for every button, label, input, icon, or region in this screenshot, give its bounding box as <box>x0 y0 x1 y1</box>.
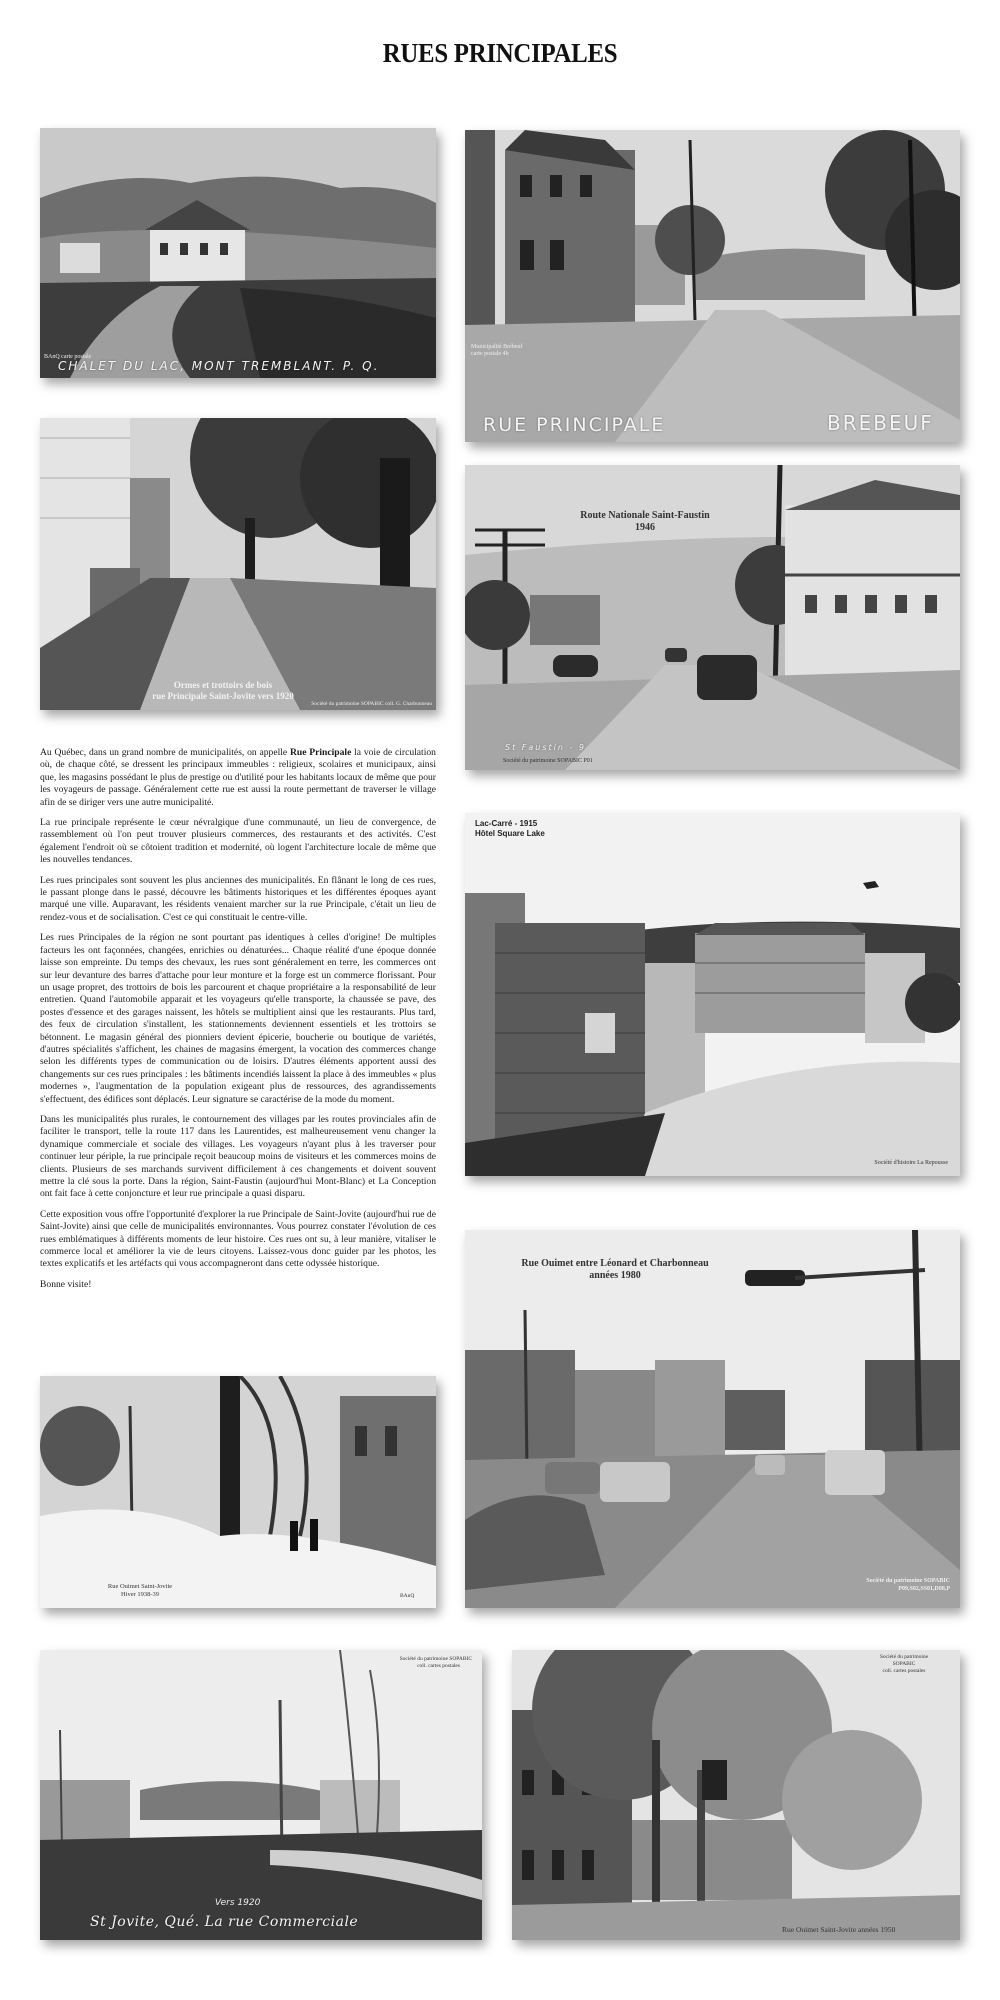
intro-paragraph-4: Les rues Principales de la région ne sont pourtant pas identiques à celles d'origine! De multiples facteurs les ont façonnées, changées, enrichies ou dénaturées... Chaque réalité d'une époque donnée laisse son empreinte. Du temps des chevaux, les rues sont généralement en terre, les commerces ont sur leur devanture des barres d'attache pour leur monture et la forge est un commerce florissant. Pour un usage propret, des trottoirs de bois les parcourent et chaque propriétaire a la responsabilité de leur entretien. Quand l'automobile apparait et les voyageurs qu'elle transporte, la chaussée se pave, des postes d'essence et des garages naissent, les hôtels se multiplient ainsi que les restaurants. Plus tard, des feux de circulation s'installent, les stationnements deviennent essentiels et les trottoirs se bétonnent. Le magasin général des pionniers devient épicerie, boucherie ou boutique de variétés, d'autres spécialités s'affichent, les chaines de magasins émergent, la vocation des commerces change selon les différents types de communication ou de loisirs. D'autres éléments apportent aussi des changements sur ces rues principales : les bâtiments incendiés laissent la place à des immeubles « plus modernes », l'augmentation de la population exigeant plus de ressources, des agrandissements s'effectuent, des édifices sont déplacés. Leur signature se caractérise de la mode du moment. <box>40 932 436 1105</box>
caption-ouimet-hiver-2: Hiver 1938-39 <box>120 1591 160 1598</box>
handwritten-commerciale: St Jovite, Qué. La rue Commerciale <box>90 1914 359 1930</box>
caption-ouimet-1950: Rue Ouimet Saint-Jovite années 1950 <box>782 1925 896 1934</box>
credit-faustin: Société du patrimoine SOPABIC P01 <box>503 758 593 764</box>
credit-commerciale-2: coll. cartes postales <box>417 1663 460 1669</box>
photo-rue-commerciale <box>40 1650 482 1940</box>
photo-rue-principale-brebeuf <box>465 130 960 442</box>
caption-lac-carre-1: Lac-Carré - 1915 <box>475 819 538 828</box>
credit-ouimet-1950-1: Société du patrimoine <box>879 1654 929 1660</box>
handwritten-brebeuf: BREBEUF <box>827 411 934 435</box>
photo-ouimet-hiver-scene <box>40 1376 436 1608</box>
intro-paragraph-1 <box>40 747 436 809</box>
handwritten-faustin: St Faustin - 9 <box>505 743 586 752</box>
intro-paragraph-6: Cette exposition vous offre l'opportunité d'explorer la rue Principale de Saint-Jovite (aujourd'hui rue de Saint-Jovite) ainsi que celle de municipalités environnantes. Vous pourrez constater l'évolution de ces rues emblématiques à différents moments de leur histoire. Ces rues ont su, à leur manière, vitaliser le commerce local et améliorer la vie de leurs citoyens. Laissez-vous donc guider par les photos, les textes explicatifs et les artéfacts qui vous accompagneront dans cette odyssée historique. <box>40 1208 436 1270</box>
photo-commerciale-scene <box>40 1650 482 1940</box>
photo-ouimet-1980-scene <box>465 1230 960 1608</box>
photo-route-nationale-saint-faustin <box>465 465 960 770</box>
photo-brebeuf-scene <box>465 130 960 442</box>
page-title: RUES PRINCIPALES <box>382 38 618 68</box>
intro-paragraph-3: Les rues principales sont souvent les plus anciennes des municipalités. En flânant le long de ces rues, le passant plonge dans le passé, découvre les bâtiments historiques et les différentes époques ayant marqué une ville. Auparavant, les résidents venaient marcher sur la rue Principale, c'était un lieu de rendez-vous et de socialisation. C'est ce qui constituait le centre-ville. <box>40 874 436 923</box>
credit-lac-carre: Société d'histoire La Repousse <box>874 1160 948 1166</box>
photo-chalet-du-lac <box>40 128 436 378</box>
credit-ouimet-hiver: BAnQ <box>400 1593 415 1599</box>
photo-chalet-scene <box>40 128 436 378</box>
caption-commerciale-year: Vers 1920 <box>215 1898 261 1908</box>
photo-ormes-trottoirs <box>40 418 436 710</box>
credit-commerciale-1: Société du patrimoine SOPABIC <box>399 1656 472 1662</box>
intro-p1-start: Au Québec, dans un grand nombre de municipalités, on appelle <box>40 747 290 758</box>
credit-brebeuf-2: carte postale 4b <box>471 351 509 357</box>
credit-brebeuf-1: Municipalité Brébeuf <box>471 344 523 350</box>
credit-chalet: BAnQ carte postale <box>44 354 92 360</box>
photo-rue-ouimet-1950 <box>512 1650 960 1940</box>
caption-ouimet-hiver-1: Rue Ouimet Saint-Jovite <box>107 1583 173 1590</box>
intro-paragraph-5: Dans les municipalités plus rurales, le contournement des villages par les routes provinciales afin de faciliter le transport, telle la route 117 dans les Laurentides, est malheureusement venu changer la dynamique commerciale et sociale des villages. Les voyageurs n'ayant plus à les traverser pour continuer leur périple, la rue principale reçoit beaucoup moins de visiteurs et les commerces moins de clients. Plusieurs de ses marchands survivent difficilement à ces changements et doivent souvent mettre la clé sous la porte. Dans la région, Saint-Faustin (aujourd'hui Mont-Blanc) et La Conception ont fait face à cette conjoncture et leur rue principale a quasi disparu. <box>40 1113 436 1200</box>
caption-lac-carre-2: Hôtel Square Lake <box>475 829 545 838</box>
intro-p1-end: la voie de circulation où, de chaque côté, se dressent les principaux immeubles : religieux, scolaires et municipaux, ainsi que, les magasins possédant le plus de prestige ou d'utilité pour les habitants locaux de même que pour les voyageurs de passage. Généralement cette rue est aussi la route permettant de traverser le village afin de se diriger vers une autre municipalité. <box>40 747 436 808</box>
caption-ormes-1: Ormes et trottoirs de bois <box>173 680 273 690</box>
photo-rue-ouimet-1980 <box>465 1230 960 1608</box>
caption-ouimet-1980-1: Rue Ouimet entre Léonard et Charbonneau <box>521 1258 709 1269</box>
caption-ouimet-1980-2: années 1980 <box>589 1270 641 1281</box>
photo-lac-carre-hotel <box>465 813 960 1176</box>
intro-paragraph-7: Bonne visite! <box>40 1278 92 1290</box>
intro-text <box>40 747 436 1299</box>
intro-paragraph-2: La rue principale représente le cœur névralgique d'une communauté, un lieu de convergence, de rassemblement où l'on peut trouver plusieurs commerces, des restaurants et des activités. C'est également l'endroit où se côtoient tradition et modernité, où logent l'architecture locale de même que les nouvelles tendances. <box>40 817 436 866</box>
credit-ouimet-1980-1: Société du patrimoine SOPABIC <box>866 1578 950 1584</box>
photo-rue-ouimet-hiver <box>40 1376 436 1608</box>
handwritten-chalet: CHALET DU LAC, MONT TREMBLANT. P. Q. <box>58 359 380 373</box>
caption-faustin-2: 1946 <box>635 522 655 533</box>
credit-ouimet-1950-3: coll. cartes postales <box>882 1668 926 1674</box>
credit-ouimet-1950-2: SOPABIC <box>892 1661 916 1667</box>
credit-ormes: Société du patrimoine SOPABIC coll. G. Charbonneau <box>311 701 432 707</box>
intro-p1-bold: Rue Principale <box>289 747 352 758</box>
photo-ouimet-1950-scene <box>512 1650 960 1940</box>
caption-faustin-1: Route Nationale Saint-Faustin <box>580 510 710 521</box>
credit-ouimet-1980-2: P09,S02,SS01,D08,P <box>898 1586 950 1592</box>
caption-ormes-2: rue Principale Saint-Jovite vers 1920 <box>152 691 294 701</box>
photo-ormes-scene <box>40 418 436 710</box>
handwritten-rue-principale: RUE PRINCIPALE <box>483 414 666 436</box>
photo-lac-carre-scene <box>465 813 960 1176</box>
